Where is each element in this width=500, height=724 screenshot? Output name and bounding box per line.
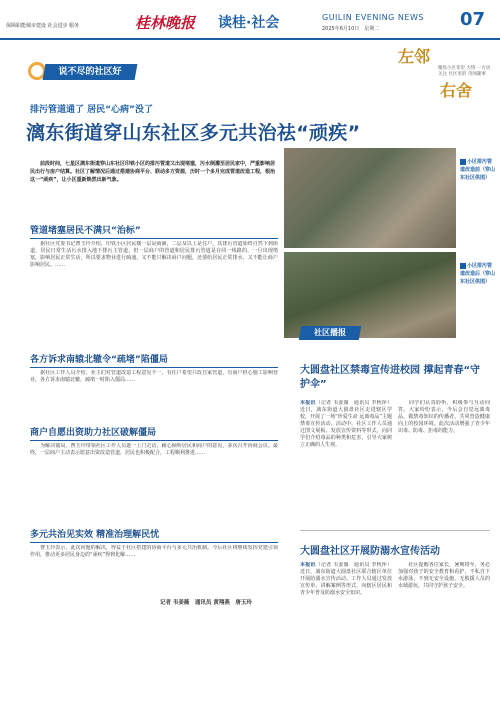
header-tagline: 保障职能城市建设 社会进步 服务 (6, 23, 80, 29)
top-strip (0, 0, 500, 40)
side-article-body-1b: 同学们认真聆听，积极参与互动问答。大家纷纷表示，今后会自觉远离毒品，做禁毒知识的传播者，共同营造健康向上的校园环境。此次活动增强了青少年识毒、防毒、拒毒的能力。 (398, 400, 490, 434)
column-banner-label: 说不尽的社区好 (58, 67, 122, 77)
side-article-body-2b: 社区提醒各位家长，暑期将至，务必加强对孩子的安全教育和看护，不私自下水游泳，不到无安全设施、无救援人员的水域游玩，共同守护孩子安全。 (398, 562, 490, 589)
logo-title-bottom: 右舍 (440, 81, 473, 100)
side-article-text: （记者 韦姜薇 通讯员 李秋萍）近日，漓东街道大圆盘社区走进辖区学校，开展了一场“珍爱生命 远离毒品”主题禁毒宣传活动。活动中，社区工作人员通过图文展板、发放宣传资料等形式，向同学们介绍毒品的种类和危害，引导大家树立正确的人生观。 (300, 400, 392, 448)
logo-title-top: 左邻 (398, 47, 431, 66)
side-article-lead: 本报讯 (300, 562, 316, 568)
side-article-body-2a (300, 562, 392, 662)
article-byline: 记者 韦姜薇 通讯员 黄翔燕 唐玉玲 (160, 600, 252, 606)
photo-caption-before (460, 158, 496, 182)
masthead: 桂林晚报 (135, 14, 196, 32)
caption-text: 小区排污管道改造前（穿山东社区供图） (460, 159, 496, 181)
section-name: 读桂·社会 (218, 15, 280, 31)
section-heading-3: 商户自愿出资助力社区破解僵局 (30, 425, 278, 441)
photo-before (284, 148, 456, 248)
section-heading-1: 管道堵塞居民不满只“治标” (30, 223, 278, 239)
logo-subtitle: 聚焦小区邻里 大情 一方居 关注 社区里的 奇闻趣事 (438, 66, 491, 77)
page-number: 07 (460, 9, 486, 30)
column-banner (43, 64, 138, 80)
side-banner (299, 326, 361, 340)
side-article-text: （记者 韦姜薇 通讯员 李秋萍）近日，漓东街道大圆盘社区联合辖区单位开展防溺水宣传活动。工作人员通过发放宣传单、讲解案例等形式，向辖区居民和青少年普及防溺水安全知识。 (300, 562, 392, 596)
section-body-4: 曹玉玲表示，此次问题的解决，得益于社区搭建的协商平台与多元共治机制。今后社区将继续发挥党建引领作用，推动更多居民身边的“顽疾”得到化解…… (30, 545, 278, 558)
side-article-body-1a (300, 400, 392, 500)
column-logo (398, 44, 494, 100)
divider (300, 530, 490, 531)
caption-marker-icon (460, 159, 466, 165)
article-lede: 前段时间，七星区漓东街道穿山东社区印铁小区的排污管道又出现堵塞，污水倒灌至居民家中，严重影响居民出行与房户结算。社区了解情况后通过搭建协商平台、联动多方资源，历时一个多月完成管道改造工程，根治这一“顽疾”，让小区重新焕然出新气象。 (30, 161, 276, 183)
photo-caption-after (460, 262, 496, 286)
side-banner-label: 社区播报 (314, 328, 346, 337)
side-article-lead: 本报讯 (300, 400, 316, 406)
article-kicker: 排污管道通了 居民“心病”没了 (30, 105, 153, 115)
section-heading-4: 多元共治见实效 精准治理解民忧 (30, 527, 278, 543)
issue-date: 2025年6月10日 星期二 (322, 26, 380, 32)
section-body-1: 据社区党委书记曹玉玲介绍，印铁小区居民楼一层是商铺，二层及以上是住户，其排污管道始终自然下到街道，居民日常生活污水排入地下排污主管道，但一层商户的管道和居民排污管道是在同一线路的，一旦出现堵塞，影响居民正常生活，所以要求物业进行疏通，又不能只解决商户问题，还要给居民正常排水，又不能让商户影响居民。…… (30, 241, 278, 268)
side-article-title-1: 大圆盘社区禁毒宣传进校园 撑起青春“守护伞” (300, 365, 481, 390)
article-headline: 漓东街道穿山东社区多元共治祛“顽疾” (26, 122, 361, 144)
paper-english-name: GUILIN EVENING NEWS (322, 13, 424, 22)
section-body-2: 据社区工作人员介绍，业主们对管道改造工程意见不一，有住户希望只改自家管道，有商户担心施工影响营业，各方诉求南辕北辙，疏堵一时陷入僵局…… (30, 370, 278, 383)
side-article-title-2: 大圆盘社区开展防溺水宣传活动 (300, 546, 440, 557)
caption-text: 小区排污管道改造后（穿山东社区供图） (460, 263, 496, 285)
caption-marker-icon (460, 263, 466, 269)
section-body-3: 为解决僵局，曹玉玲带领社区工作人员逐一上门走访，耐心倾听居民和商户的意见，多次召开协商会议。最终，一层商户主动表示愿意出资改造管道，居民也积极配合，工程顺利推进…… (30, 443, 278, 456)
section-heading-2: 各方诉求南辕北辙令“疏堵”陷僵局 (30, 352, 278, 368)
